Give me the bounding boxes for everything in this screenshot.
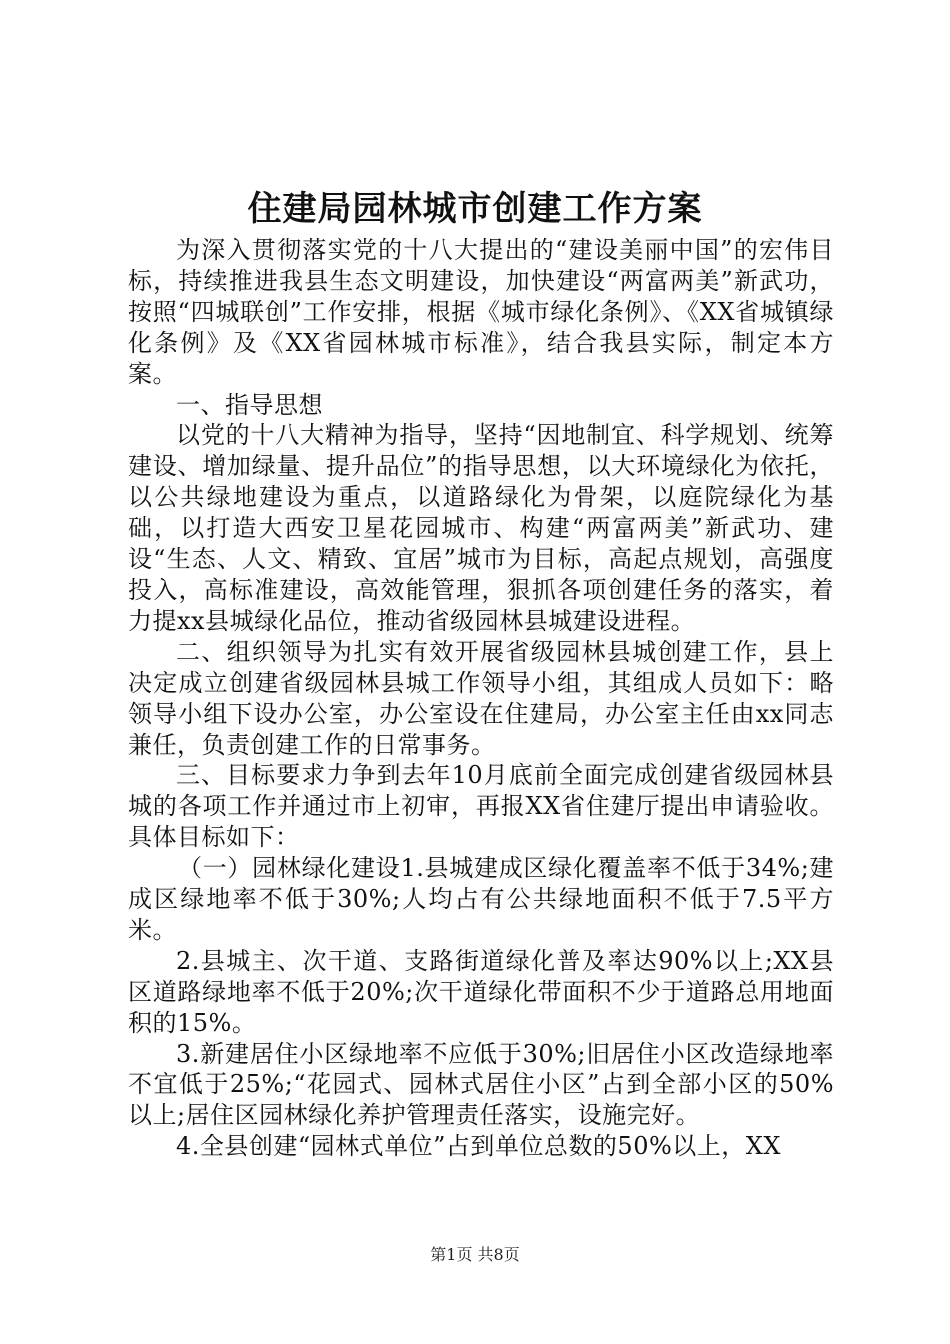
paragraph-goal-1: （一）园林绿化建设1.县城建成区绿化覆盖率不低于34%;建成区绿地率不低于30%;人均占有公共绿地面积不低于7.5平方米。 xyxy=(128,854,834,944)
document-body xyxy=(128,235,834,1162)
document-title: 住建局园林城市创建工作方案 xyxy=(247,189,703,229)
paragraph-goal-4: 4.全县创建“园林式单位”占到单位总数的50%以上，XX xyxy=(176,1132,781,1161)
paragraph-goal-2: 2.县城主、次干道、支路街道绿化普及率达90%以上;XX县区道路绿地率不低于20%;次干道绿化带面积不少于道路总用地面积的15%。 xyxy=(128,946,834,1037)
paragraph-goal-3: 3.新建居住小区绿地率不应低于30%;旧居住小区改造绿地率不宜低于25%;“花园式、园林式居住小区”占到全部小区的50%以上;居住区园林绿化养护管理责任落实，设施完好。 xyxy=(128,1039,834,1130)
paragraph-intro: 为深入贯彻落实党的十八大提出的“建设美丽中国”的宏伟目标，持续推进我县生态文明建设，加快建设“两富两美”新武功，按照“四城联创”工作安排，根据《城市绿化条例》、《XX省城镇绿化条例》及《XX省园林城市标准》，结合我县实际，制定本方案。 xyxy=(128,236,834,388)
paragraph-guiding-thought: 以党的十八大精神为指导，坚持“因地制宜、科学规划、统筹建设、增加绿量、提升品位”的指导思想，以大环境绿化为依托，以公共绿地建设为重点，以道路绿化为骨架，以庭院绿化为基础，以打造大西安卫星花园城市、构建“两富两美”新武功、建设“生态、人文、精致、宜居”城市为目标，高起点规划，高强度投入，高标准建设，高效能管理，狠抓各项创建任务的落实，着力提xx县城绿化品位，推动省级园林县城建设进程。 xyxy=(128,421,834,635)
heading-guiding-thought: 一、指导思想 xyxy=(176,390,323,419)
page-footer: 第1页 共8页 xyxy=(430,1245,520,1264)
paragraph-organization: 二、组织领导为扎实有效开展省级园林县城创建工作，县上决定成立创建省级园林县城工作领导小组，其组成人员如下：略领导小组下设办公室，办公室设在住建局，办公室主任由xx同志兼任，负责创建工作的日常事务。 xyxy=(128,637,834,759)
paragraph-goals: 三、目标要求力争到去年10月底前全面完成创建省级园林县城的各项工作并通过市上初审，再报XX省住建厅提出申请验收。具体目标如下： xyxy=(128,761,834,852)
